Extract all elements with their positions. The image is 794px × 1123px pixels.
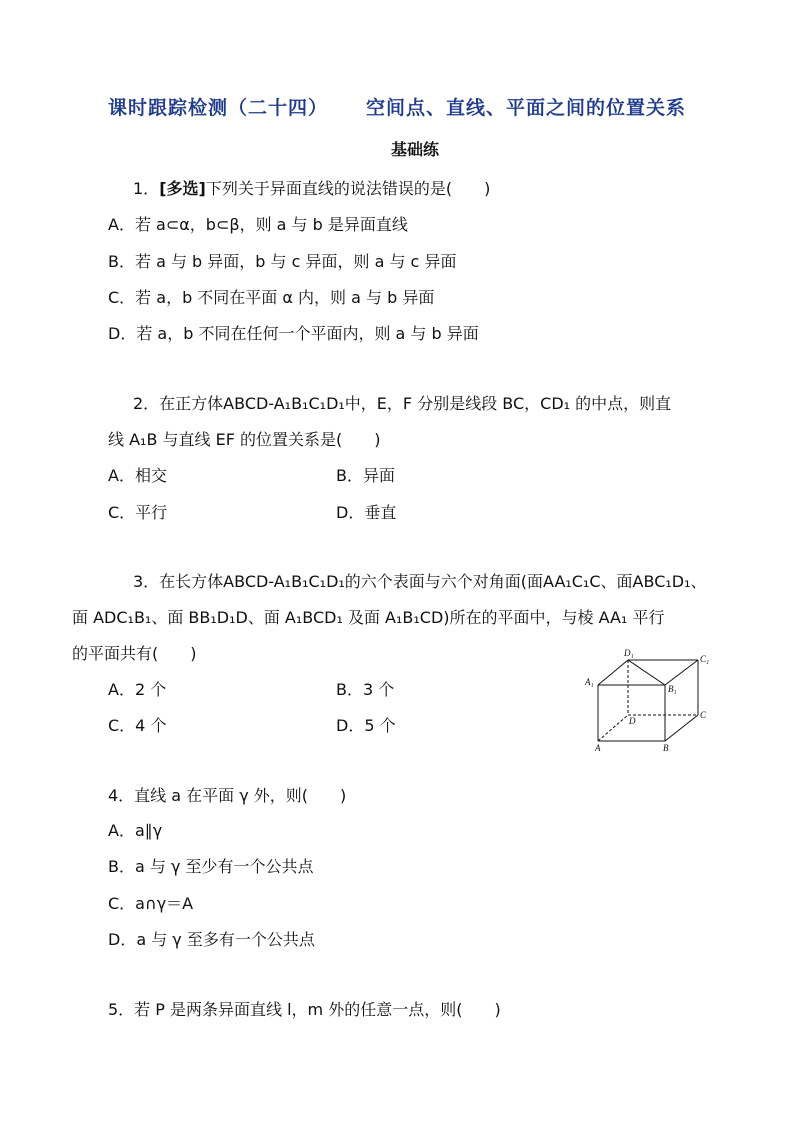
- label-a1: A₁: [585, 677, 594, 687]
- title-right: 空间点、直线、平面之间的位置关系: [366, 97, 687, 119]
- question-1-text: 下列关于异面直线的说法错误的是( ): [205, 179, 491, 198]
- question-1-option-c: C．若 a，b 不同在平面 α 内，则 a 与 b 异面: [108, 288, 435, 307]
- question-1-option-a: A．若 a⊂α，b⊂β，则 a 与 b 是异面直线: [108, 215, 408, 234]
- section-heading: 基础练: [390, 140, 439, 159]
- question-2-option-a: A．相交: [108, 466, 167, 485]
- cuboid-diagram: [583, 645, 713, 755]
- question-1-option-d: D．若 a，b 不同在任何一个平面内，则 a 与 b 异面: [108, 324, 479, 343]
- cuboid-figure: [583, 645, 713, 755]
- edge-b1-c1: [665, 660, 698, 685]
- question-2-stem-line-1: 2．在正方体ABCD-A₁B₁C₁D₁中，E，F 分别是线段 BC，CD₁ 的中点，则直: [133, 394, 672, 413]
- question-1-stem: [133, 176, 490, 199]
- label-a: A: [595, 743, 601, 753]
- question-2-option-d: D．垂直: [336, 503, 397, 522]
- edge-a-d: [598, 715, 628, 741]
- label-c1: C₁: [700, 654, 710, 664]
- edge-d1-b1: [628, 660, 665, 685]
- edge-a1-d1: [598, 660, 628, 685]
- label-c: C: [700, 710, 707, 720]
- question-1-number: 1．: [133, 179, 160, 198]
- question-2-option-b: B．异面: [336, 466, 395, 485]
- question-4-option-a: A．a∥γ: [108, 821, 163, 840]
- question-1-tag: [多选]: [159, 179, 206, 198]
- label-d: D: [629, 716, 636, 726]
- question-3-option-a: A．2 个: [108, 680, 167, 699]
- question-3-stem-line-2: 面 ADC₁B₁、面 BB₁D₁D、面 A₁BCD₁ 及面 A₁B₁CD)所在的平面中，与棱 AA₁ 平行: [72, 608, 665, 627]
- question-2-option-c: C．平行: [108, 503, 168, 522]
- title-left: 课时跟踪检测（二十四）: [107, 97, 328, 119]
- question-3-option-c: C．4 个: [108, 716, 167, 735]
- question-5-stem: 5．若 P 是两条异面直线 l，m 外的任意一点，则( ): [108, 1000, 501, 1019]
- question-3-stem-line-1: 3．在长方体ABCD-A₁B₁C₁D₁的六个表面与六个对角面(面AA₁C₁C、面ABC₁D₁、: [133, 572, 707, 591]
- question-4-option-d: D．a 与 γ 至多有一个公共点: [108, 930, 315, 949]
- question-1-option-b: B．若 a 与 b 异面，b 与 c 异面，则 a 与 c 异面: [108, 252, 457, 271]
- question-4-stem: 4．直线 a 在平面 γ 外，则( ): [108, 786, 347, 805]
- question-4-option-b: B．a 与 γ 至少有一个公共点: [108, 857, 314, 876]
- label-d1: D₁: [624, 648, 634, 658]
- question-3-option-b: B．3 个: [336, 680, 395, 699]
- edge-b-c: [665, 715, 698, 741]
- label-b: B: [663, 743, 669, 753]
- page-title: [0, 93, 794, 120]
- question-3-option-d: D．5 个: [336, 716, 396, 735]
- question-3-stem-line-3: 的平面共有( ): [72, 644, 197, 663]
- question-4-option-c: C．a∩γ＝A: [108, 894, 194, 913]
- label-b1: B₁: [668, 684, 677, 694]
- question-2-stem-line-2: 线 A₁B 与直线 EF 的位置关系是( ): [108, 430, 381, 449]
